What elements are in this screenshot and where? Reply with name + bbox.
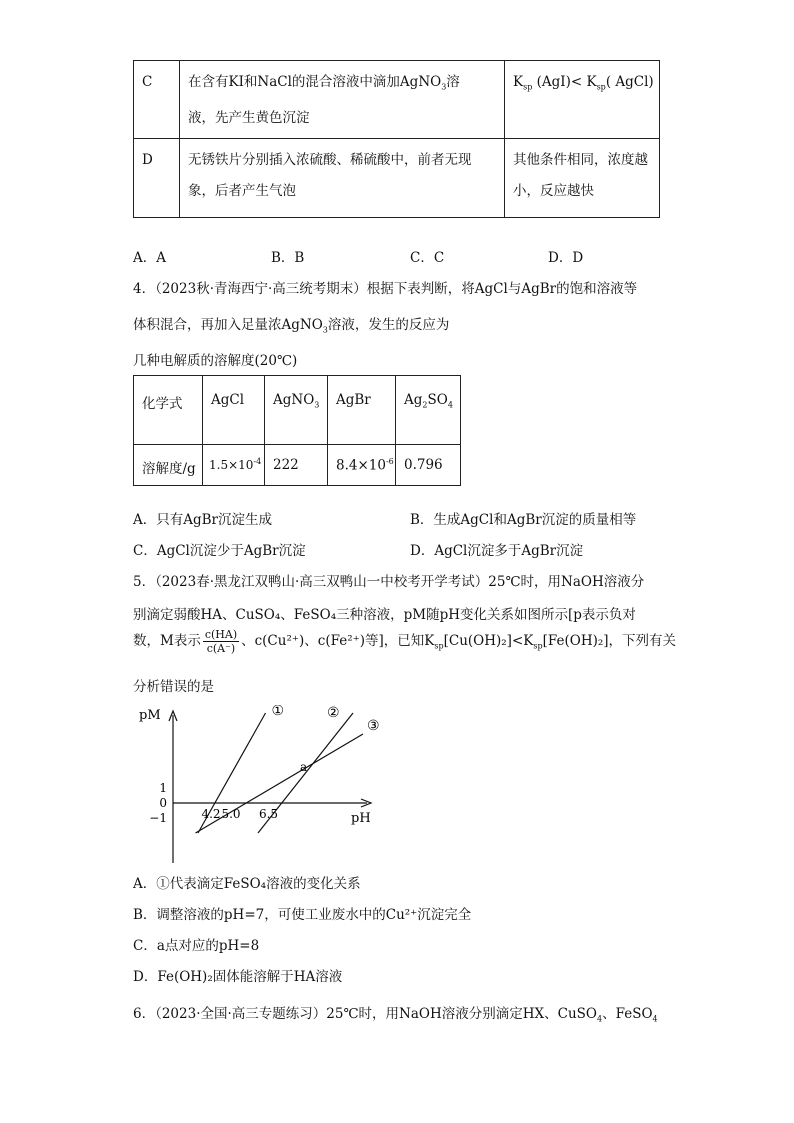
q5-stem-line4: 分析错误的是	[133, 679, 214, 695]
fraction: $\frac{c(HA)}{c(A^-)}$	[204, 628, 238, 655]
q6-stem-line1: 6．（2023·全国·高三专题练习）25℃时，用NaOH溶液分别滴定HX、CuSO$_4$、FeSO$_4$	[133, 1006, 658, 1024]
table-row	[134, 61, 660, 139]
q3-option-a[interactable]: A．A	[133, 250, 166, 266]
experiment-table	[133, 60, 660, 218]
x-tick-label: 5.0	[221, 807, 241, 821]
q5-option-b[interactable]: B．调整溶液的pH=7，可使工业废水中的Cu²⁺沉淀完全	[133, 907, 472, 923]
q5-stem-line2: 别滴定弱酸HA、CuSO₄、FeSO₄三种溶液，pM随pH变化关系如图所示[p表示负对	[133, 607, 636, 623]
row-conclusion: 其他条件相同，浓度越 小，反应越快	[505, 139, 660, 218]
row-conclusion: $K_{sp}$ $(AgI)< K_{sp}$( AgCl)	[505, 61, 660, 139]
solubility-table	[133, 375, 461, 486]
table-header-row	[134, 376, 461, 445]
row-label: C	[134, 61, 180, 139]
table-row	[134, 445, 461, 486]
y-tick-label: 0	[159, 796, 167, 810]
series-label: ①	[271, 705, 285, 719]
y-tick-label: −1	[149, 811, 167, 825]
value-cell: 0.796	[396, 445, 461, 486]
point-label: a	[300, 760, 308, 774]
q4-option-b[interactable]: B．生成AgCl和AgBr沉淀的质量相等	[410, 512, 637, 528]
header-cell: AgNO$_3$	[265, 376, 328, 445]
row-operation: 在含有KI和NaCl的混合溶液中滴加AgNO$_3$溶 液，先产生黄色沉淀	[180, 61, 505, 139]
x-tick-label: 6.5	[258, 807, 279, 821]
y-axis-title: pM	[139, 708, 161, 723]
series-label: ②	[327, 705, 340, 721]
row-operation: 无锈铁片分别插入浓硫酸、稀硫酸中，前者无现 象，后者产生气泡	[180, 139, 505, 218]
value-cell: $8.4\times 10^{-6}$	[328, 445, 396, 486]
q4-stem-line1: 4．（2023秋·青海西宁·高三统考期末）根据下表判断，将AgCl与AgBr的饱和溶液等	[133, 281, 638, 297]
x-tick-label: 4.2	[201, 807, 221, 821]
x-axis-title: pH	[351, 811, 371, 826]
y-tick-label: 1	[159, 781, 167, 795]
pm-ph-chart	[133, 705, 393, 865]
q3-option-d[interactable]: D．D	[548, 250, 584, 266]
value-cell: 222	[265, 445, 328, 486]
table-caption: 几种电解质的溶解度(20℃)	[133, 353, 298, 369]
header-cell: AgBr	[328, 376, 396, 445]
row-label: D	[134, 139, 180, 218]
value-cell: 溶解度/g	[134, 445, 203, 486]
q5-option-c[interactable]: C．a点对应的pH=8	[133, 938, 260, 954]
q4-option-a[interactable]: A．只有AgBr沉淀生成	[133, 512, 273, 528]
value-cell: $1.5\times 10^{-4}$	[203, 445, 265, 486]
header-cell: 化学式	[134, 376, 203, 445]
q5-stem-line1: 5．（2023春·黑龙江双鸭山·高三双鸭山一中校考开学考试）25℃时，用NaOH溶液分	[133, 574, 645, 590]
q3-option-c[interactable]: C．C	[410, 250, 445, 266]
q5-option-d[interactable]: D．Fe(OH)₂固体能溶解于HA溶液	[133, 969, 343, 985]
q4-option-c[interactable]: C．AgCl沉淀少于AgBr沉淀	[133, 543, 306, 559]
q5-stem-line3: 数，M表示 $\frac{c(HA)}{c(A^-)}$ 、c(Cu²⁺)、c(Fe²⁺)等]，已知$K_{sp}[Cu(OH)_2]<K_{sp}[Fe(OH)_2]$，下列有关	[133, 628, 677, 655]
series-label: ③	[367, 718, 380, 734]
q4-stem-line2: 体积混合，再加入足量浓AgNO$_3$溶液，发生的反应为	[133, 317, 450, 335]
q4-option-d[interactable]: D．AgCl沉淀多于AgBr沉淀	[410, 543, 584, 559]
table-row	[134, 139, 660, 218]
header-cell: AgCl	[203, 376, 265, 445]
q3-option-b[interactable]: B．B	[271, 250, 305, 266]
header-cell: $Ag_2SO_4$	[396, 376, 461, 445]
q5-option-a[interactable]: A．①代表滴定FeSO₄溶液的变化关系	[133, 876, 361, 892]
